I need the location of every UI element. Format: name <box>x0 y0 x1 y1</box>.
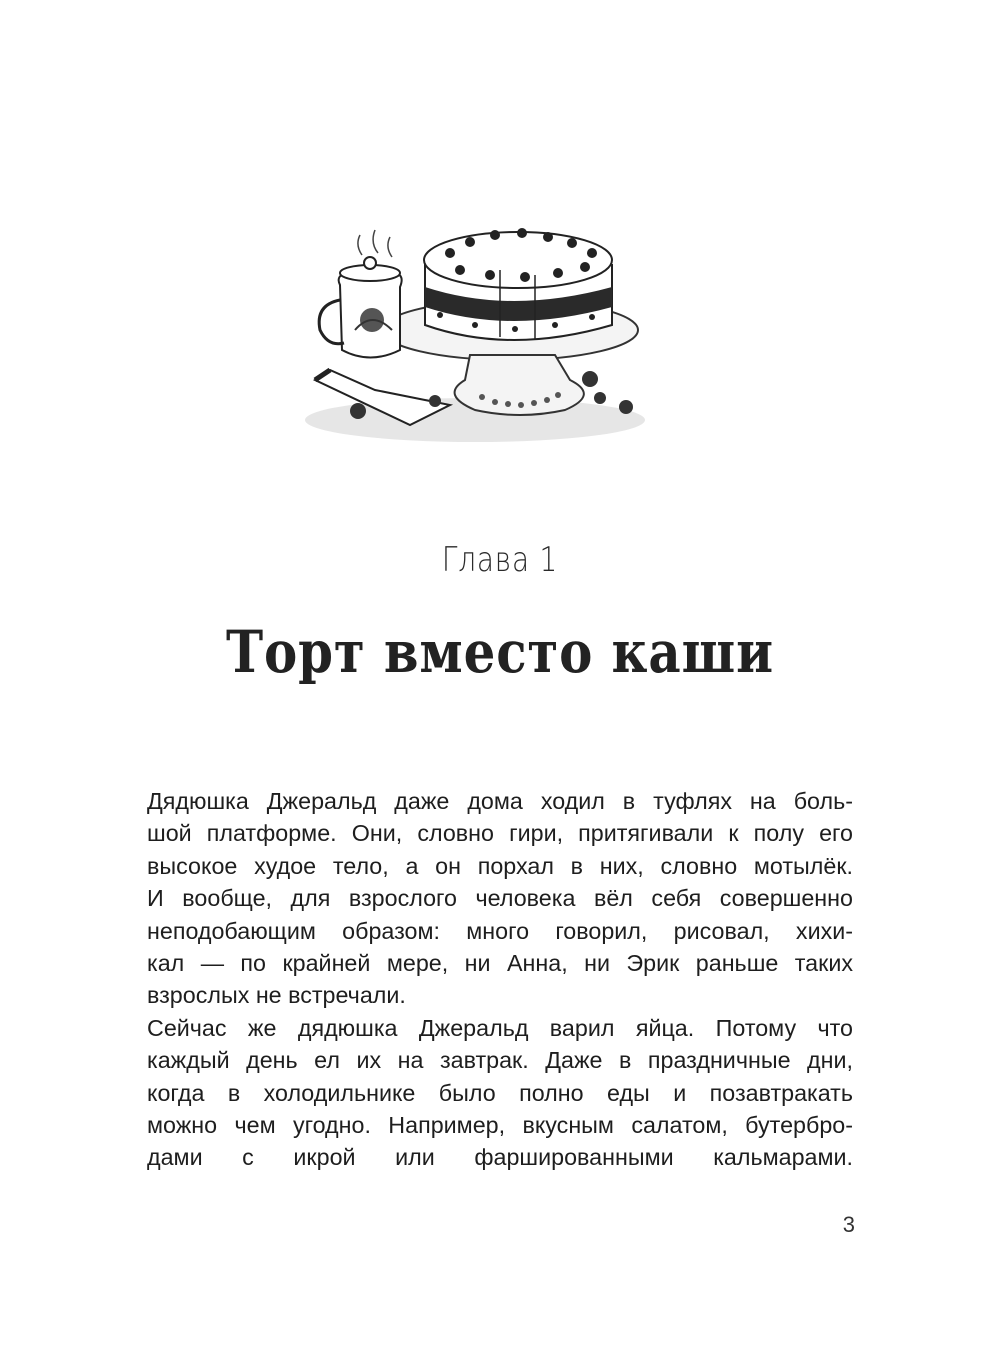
paragraph <box>117 1012 853 1174</box>
text-line: Сейчас же дядюшка Джеральд варил яйца. Потому что <box>147 1014 853 1041</box>
text-line: Дядюшка Джеральд даже дома ходил в туфлях на боль- <box>147 788 853 814</box>
text-line: можно чем угодно. Например, вкусным салатом, бутербро- <box>147 1112 853 1139</box>
text-line: шой платформе. Они, словно гири, притягивали к полу его <box>147 820 853 847</box>
text-line: неподобающим образом: много говорил, рисовал, хихи- <box>147 917 853 944</box>
chapter-title: Торт вместо каши <box>226 618 774 686</box>
chapter-label: Глава 1 <box>441 540 559 580</box>
paragraph <box>117 785 853 1012</box>
cake-illustration <box>300 215 650 450</box>
text-line: И вообще, для взрослого человека вёл себя совершенно <box>147 885 853 912</box>
text-line: высокое худое тело, а он порхал в них, словно мотылёк. <box>147 852 853 879</box>
text-line: каждый день ел их на завтрак. Даже в праздничные дни, <box>147 1047 853 1074</box>
text-line: когда в холодильнике было полно еды и позавтракать <box>147 1079 853 1106</box>
page-number: 3 <box>842 1212 855 1237</box>
text-line: дами с икрой или фаршированными кальмарами. <box>147 1144 853 1171</box>
text-line: кал — по крайней мере, ни Анна, ни Эрик раньше таких <box>147 950 853 977</box>
chapter-body <box>117 785 853 1174</box>
text-line: взрослых не встречали. <box>147 982 406 1009</box>
